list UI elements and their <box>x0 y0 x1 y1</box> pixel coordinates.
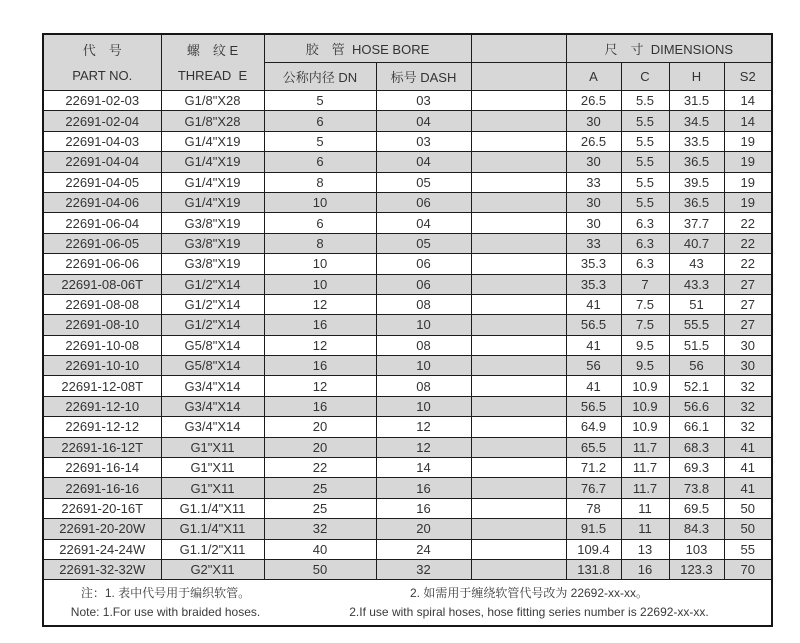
cell-part-no: 22691-02-03 <box>43 91 161 111</box>
note-zh-2: 2. 如需用于缠绕软管代号改为 22692-xx-xx。 <box>409 585 649 600</box>
cell-s2: 70 <box>724 559 772 579</box>
cell-a: 78 <box>566 498 621 518</box>
cell-dash: 05 <box>376 233 471 253</box>
cell-dash: 20 <box>376 519 471 539</box>
table-row <box>43 417 772 437</box>
header-part-no-zh: 代 号 <box>82 42 122 58</box>
header-blank-bottom <box>471 63 566 91</box>
header-col-s2: S2 <box>724 63 772 91</box>
cell-dn: 32 <box>264 519 376 539</box>
cell-dn: 10 <box>264 254 376 274</box>
cell-thread-e: G3/8"X19 <box>161 213 264 233</box>
cell-blank <box>471 437 566 457</box>
cell-dn: 10 <box>264 274 376 294</box>
cell-blank <box>471 172 566 192</box>
cell-blank <box>471 539 566 559</box>
header-dn: 公称内径 DN <box>264 63 376 91</box>
cell-blank <box>471 356 566 376</box>
cell-s2: 50 <box>724 498 772 518</box>
cell-h: 51.5 <box>669 335 724 355</box>
cell-dash: 10 <box>376 356 471 376</box>
table-row <box>43 498 772 518</box>
cell-blank <box>471 335 566 355</box>
note-line-en <box>44 603 771 622</box>
cell-blank <box>471 315 566 335</box>
cell-h: 43.3 <box>669 274 724 294</box>
cell-a: 41 <box>566 294 621 314</box>
cell-part-no: 22691-06-05 <box>43 233 161 253</box>
cell-a: 56.5 <box>566 396 621 416</box>
cell-s2: 41 <box>724 478 772 498</box>
cell-a: 91.5 <box>566 519 621 539</box>
cell-part-no: 22691-04-06 <box>43 192 161 212</box>
cell-thread-e: G3/8"X19 <box>161 233 264 253</box>
cell-blank <box>471 111 566 131</box>
cell-blank <box>471 274 566 294</box>
cell-a: 71.2 <box>566 458 621 478</box>
cell-blank <box>471 254 566 274</box>
cell-h: 66.1 <box>669 417 724 437</box>
cell-s2: 22 <box>724 233 772 253</box>
cell-dn: 25 <box>264 478 376 498</box>
cell-c: 5.5 <box>621 152 669 172</box>
cell-s2: 19 <box>724 172 772 192</box>
cell-c: 7.5 <box>621 315 669 335</box>
cell-c: 9.5 <box>621 356 669 376</box>
table-row <box>43 192 772 212</box>
header-dimensions: 尺 寸 DIMENSIONS <box>566 34 772 63</box>
cell-part-no: 22691-06-06 <box>43 254 161 274</box>
cell-dn: 12 <box>264 335 376 355</box>
cell-s2: 19 <box>724 131 772 151</box>
cell-dash: 08 <box>376 294 471 314</box>
cell-a: 41 <box>566 335 621 355</box>
cell-s2: 14 <box>724 91 772 111</box>
cell-c: 10.9 <box>621 376 669 396</box>
cell-dash: 24 <box>376 539 471 559</box>
cell-thread-e: G1"X11 <box>161 437 264 457</box>
cell-h: 37.7 <box>669 213 724 233</box>
cell-dn: 16 <box>264 396 376 416</box>
cell-part-no: 22691-24-24W <box>43 539 161 559</box>
cell-dn: 8 <box>264 172 376 192</box>
table-row <box>43 213 772 233</box>
notes-row <box>43 580 772 627</box>
cell-dn: 5 <box>264 131 376 151</box>
cell-thread-e: G3/8"X19 <box>161 254 264 274</box>
cell-c: 6.3 <box>621 213 669 233</box>
cell-dn: 25 <box>264 498 376 518</box>
cell-h: 123.3 <box>669 559 724 579</box>
cell-c: 11 <box>621 498 669 518</box>
cell-thread-e: G1/4"X19 <box>161 152 264 172</box>
cell-thread-e: G1/2"X14 <box>161 294 264 314</box>
table-row <box>43 437 772 457</box>
cell-h: 52.1 <box>669 376 724 396</box>
cell-thread-e: G3/4"X14 <box>161 396 264 416</box>
cell-dn: 20 <box>264 417 376 437</box>
cell-s2: 14 <box>724 111 772 131</box>
cell-part-no: 22691-06-04 <box>43 213 161 233</box>
cell-part-no: 22691-16-16 <box>43 478 161 498</box>
cell-h: 40.7 <box>669 233 724 253</box>
cell-h: 69.5 <box>669 498 724 518</box>
cell-dash: 32 <box>376 559 471 579</box>
cell-c: 16 <box>621 559 669 579</box>
cell-dash: 06 <box>376 254 471 274</box>
cell-a: 30 <box>566 213 621 233</box>
cell-h: 68.3 <box>669 437 724 457</box>
table-row <box>43 274 772 294</box>
cell-a: 109.4 <box>566 539 621 559</box>
cell-thread-e: G1/2"X14 <box>161 315 264 335</box>
cell-dn: 6 <box>264 152 376 172</box>
cell-a: 76.7 <box>566 478 621 498</box>
cell-s2: 55 <box>724 539 772 559</box>
cell-thread-e: G2"X11 <box>161 559 264 579</box>
cell-dash: 10 <box>376 315 471 335</box>
cell-blank <box>471 376 566 396</box>
cell-c: 11.7 <box>621 458 669 478</box>
cell-h: 33.5 <box>669 131 724 151</box>
cell-a: 33 <box>566 233 621 253</box>
cell-a: 56.5 <box>566 315 621 335</box>
cell-part-no: 22691-04-04 <box>43 152 161 172</box>
cell-blank <box>471 152 566 172</box>
cell-c: 13 <box>621 539 669 559</box>
cell-dn: 5 <box>264 91 376 111</box>
cell-part-no: 22691-08-10 <box>43 315 161 335</box>
table-row <box>43 91 772 111</box>
cell-s2: 32 <box>724 396 772 416</box>
cell-thread-e: G1.1/2"X11 <box>161 539 264 559</box>
cell-part-no: 22691-10-08 <box>43 335 161 355</box>
header-part-no-en: PART NO. <box>72 67 133 83</box>
cell-s2: 41 <box>724 437 772 457</box>
cell-dash: 12 <box>376 417 471 437</box>
header-hose-bore: 胶 管 HOSE BORE <box>264 34 471 63</box>
cell-thread-e: G1/8"X28 <box>161 91 264 111</box>
cell-h: 39.5 <box>669 172 724 192</box>
cell-s2: 22 <box>724 254 772 274</box>
cell-dn: 40 <box>264 539 376 559</box>
header-thread-zh: 螺 纹 E <box>186 42 239 58</box>
cell-blank <box>471 131 566 151</box>
cell-h: 51 <box>669 294 724 314</box>
note-en-2: 2.If use with spiral hoses, hose fitting series number is 22692-xx-xx. <box>349 604 709 619</box>
cell-h: 34.5 <box>669 111 724 131</box>
cell-thread-e: G1.1/4"X11 <box>161 519 264 539</box>
cell-h: 56 <box>669 356 724 376</box>
cell-part-no: 22691-20-20W <box>43 519 161 539</box>
notes-cell <box>43 580 772 627</box>
cell-dash: 16 <box>376 498 471 518</box>
cell-part-no: 22691-20-16T <box>43 498 161 518</box>
header-thread-e <box>161 34 264 91</box>
cell-part-no: 22691-02-04 <box>43 111 161 131</box>
cell-c: 10.9 <box>621 417 669 437</box>
cell-blank <box>471 192 566 212</box>
cell-dash: 08 <box>376 376 471 396</box>
cell-blank <box>471 91 566 111</box>
table-row <box>43 478 772 498</box>
cell-thread-e: G5/8"X14 <box>161 335 264 355</box>
table-row <box>43 254 772 274</box>
cell-blank <box>471 478 566 498</box>
header-col-a: A <box>566 63 621 91</box>
cell-dash: 16 <box>376 478 471 498</box>
cell-blank <box>471 559 566 579</box>
hose-fitting-spec-table <box>42 33 773 627</box>
cell-s2: 32 <box>724 376 772 396</box>
cell-c: 10.9 <box>621 396 669 416</box>
cell-s2: 30 <box>724 335 772 355</box>
table-row <box>43 152 772 172</box>
cell-h: 55.5 <box>669 315 724 335</box>
table-row <box>43 172 772 192</box>
cell-dash: 08 <box>376 335 471 355</box>
cell-blank <box>471 519 566 539</box>
header-blank-top <box>471 34 566 63</box>
cell-h: 103 <box>669 539 724 559</box>
cell-dn: 6 <box>264 111 376 131</box>
cell-a: 30 <box>566 192 621 212</box>
cell-h: 56.6 <box>669 396 724 416</box>
table-row <box>43 519 772 539</box>
cell-dn: 20 <box>264 437 376 457</box>
cell-part-no: 22691-08-06T <box>43 274 161 294</box>
cell-part-no: 22691-04-03 <box>43 131 161 151</box>
cell-dn: 50 <box>264 559 376 579</box>
cell-s2: 27 <box>724 274 772 294</box>
cell-a: 30 <box>566 111 621 131</box>
cell-dn: 22 <box>264 458 376 478</box>
table-header <box>43 34 772 91</box>
cell-blank <box>471 498 566 518</box>
table-row <box>43 396 772 416</box>
cell-thread-e: G1/8"X28 <box>161 111 264 131</box>
cell-c: 5.5 <box>621 91 669 111</box>
cell-h: 36.5 <box>669 152 724 172</box>
cell-s2: 30 <box>724 356 772 376</box>
header-thread-en: THREAD E <box>177 67 248 83</box>
table-row <box>43 111 772 131</box>
cell-thread-e: G1/2"X14 <box>161 274 264 294</box>
table-footer <box>43 580 772 627</box>
cell-dash: 04 <box>376 152 471 172</box>
cell-c: 6.3 <box>621 233 669 253</box>
cell-s2: 19 <box>724 152 772 172</box>
cell-a: 30 <box>566 152 621 172</box>
cell-thread-e: G1/4"X19 <box>161 192 264 212</box>
cell-blank <box>471 233 566 253</box>
cell-thread-e: G1.1/4"X11 <box>161 498 264 518</box>
cell-part-no: 22691-12-10 <box>43 396 161 416</box>
cell-dn: 16 <box>264 315 376 335</box>
cell-s2: 50 <box>724 519 772 539</box>
table-row <box>43 559 772 579</box>
cell-dash: 04 <box>376 213 471 233</box>
cell-dash: 03 <box>376 131 471 151</box>
table-row <box>43 458 772 478</box>
cell-a: 41 <box>566 376 621 396</box>
cell-h: 36.5 <box>669 192 724 212</box>
cell-dn: 16 <box>264 356 376 376</box>
cell-a: 33 <box>566 172 621 192</box>
cell-a: 65.5 <box>566 437 621 457</box>
cell-a: 26.5 <box>566 91 621 111</box>
cell-dash: 14 <box>376 458 471 478</box>
cell-part-no: 22691-32-32W <box>43 559 161 579</box>
cell-c: 5.5 <box>621 111 669 131</box>
table-row <box>43 315 772 335</box>
cell-blank <box>471 458 566 478</box>
cell-h: 31.5 <box>669 91 724 111</box>
cell-dn: 10 <box>264 192 376 212</box>
table-row <box>43 294 772 314</box>
cell-part-no: 22691-12-08T <box>43 376 161 396</box>
cell-thread-e: G3/4"X14 <box>161 417 264 437</box>
table-row <box>43 356 772 376</box>
cell-part-no: 22691-04-05 <box>43 172 161 192</box>
table-row <box>43 376 772 396</box>
cell-part-no: 22691-10-10 <box>43 356 161 376</box>
cell-part-no: 22691-16-12T <box>43 437 161 457</box>
cell-c: 11 <box>621 519 669 539</box>
cell-c: 7 <box>621 274 669 294</box>
cell-a: 56 <box>566 356 621 376</box>
cell-h: 84.3 <box>669 519 724 539</box>
cell-dash: 12 <box>376 437 471 457</box>
cell-dn: 12 <box>264 294 376 314</box>
note-zh-1: 注：1. 表中代号用于编织软管。 <box>80 585 251 600</box>
cell-dash: 06 <box>376 192 471 212</box>
cell-s2: 19 <box>724 192 772 212</box>
cell-thread-e: G1/4"X19 <box>161 172 264 192</box>
cell-thread-e: G3/4"X14 <box>161 376 264 396</box>
cell-s2: 27 <box>724 294 772 314</box>
cell-dash: 04 <box>376 111 471 131</box>
cell-thread-e: G5/8"X14 <box>161 356 264 376</box>
cell-a: 131.8 <box>566 559 621 579</box>
cell-c: 11.7 <box>621 437 669 457</box>
cell-a: 64.9 <box>566 417 621 437</box>
table-row <box>43 131 772 151</box>
cell-s2: 27 <box>724 315 772 335</box>
cell-dn: 12 <box>264 376 376 396</box>
cell-s2: 41 <box>724 458 772 478</box>
note-line-zh <box>44 584 771 603</box>
note-en-1: Note: 1.For use with braided hoses. <box>70 604 261 619</box>
cell-thread-e: G1"X11 <box>161 478 264 498</box>
cell-c: 11.7 <box>621 478 669 498</box>
cell-part-no: 22691-12-12 <box>43 417 161 437</box>
cell-thread-e: G1"X11 <box>161 458 264 478</box>
cell-c: 5.5 <box>621 131 669 151</box>
cell-c: 5.5 <box>621 172 669 192</box>
table-row <box>43 233 772 253</box>
cell-blank <box>471 294 566 314</box>
cell-h: 69.3 <box>669 458 724 478</box>
cell-part-no: 22691-08-08 <box>43 294 161 314</box>
cell-a: 35.3 <box>566 254 621 274</box>
header-part-no <box>43 34 161 91</box>
spec-sheet <box>42 33 771 627</box>
cell-c: 9.5 <box>621 335 669 355</box>
cell-c: 7.5 <box>621 294 669 314</box>
cell-s2: 22 <box>724 213 772 233</box>
table-row <box>43 335 772 355</box>
cell-c: 6.3 <box>621 254 669 274</box>
cell-part-no: 22691-16-14 <box>43 458 161 478</box>
cell-dash: 03 <box>376 91 471 111</box>
table-row <box>43 539 772 559</box>
cell-blank <box>471 396 566 416</box>
cell-blank <box>471 417 566 437</box>
table-body <box>43 91 772 580</box>
cell-c: 5.5 <box>621 192 669 212</box>
cell-blank <box>471 213 566 233</box>
header-row-1 <box>43 34 772 63</box>
cell-s2: 32 <box>724 417 772 437</box>
cell-h: 73.8 <box>669 478 724 498</box>
cell-dash: 10 <box>376 396 471 416</box>
cell-dash: 06 <box>376 274 471 294</box>
header-col-h: H <box>669 63 724 91</box>
cell-dn: 8 <box>264 233 376 253</box>
cell-dn: 6 <box>264 213 376 233</box>
cell-dash: 05 <box>376 172 471 192</box>
header-dash: 标号 DASH <box>376 63 471 91</box>
cell-thread-e: G1/4"X19 <box>161 131 264 151</box>
cell-h: 43 <box>669 254 724 274</box>
cell-a: 26.5 <box>566 131 621 151</box>
cell-a: 35.3 <box>566 274 621 294</box>
header-col-c: C <box>621 63 669 91</box>
